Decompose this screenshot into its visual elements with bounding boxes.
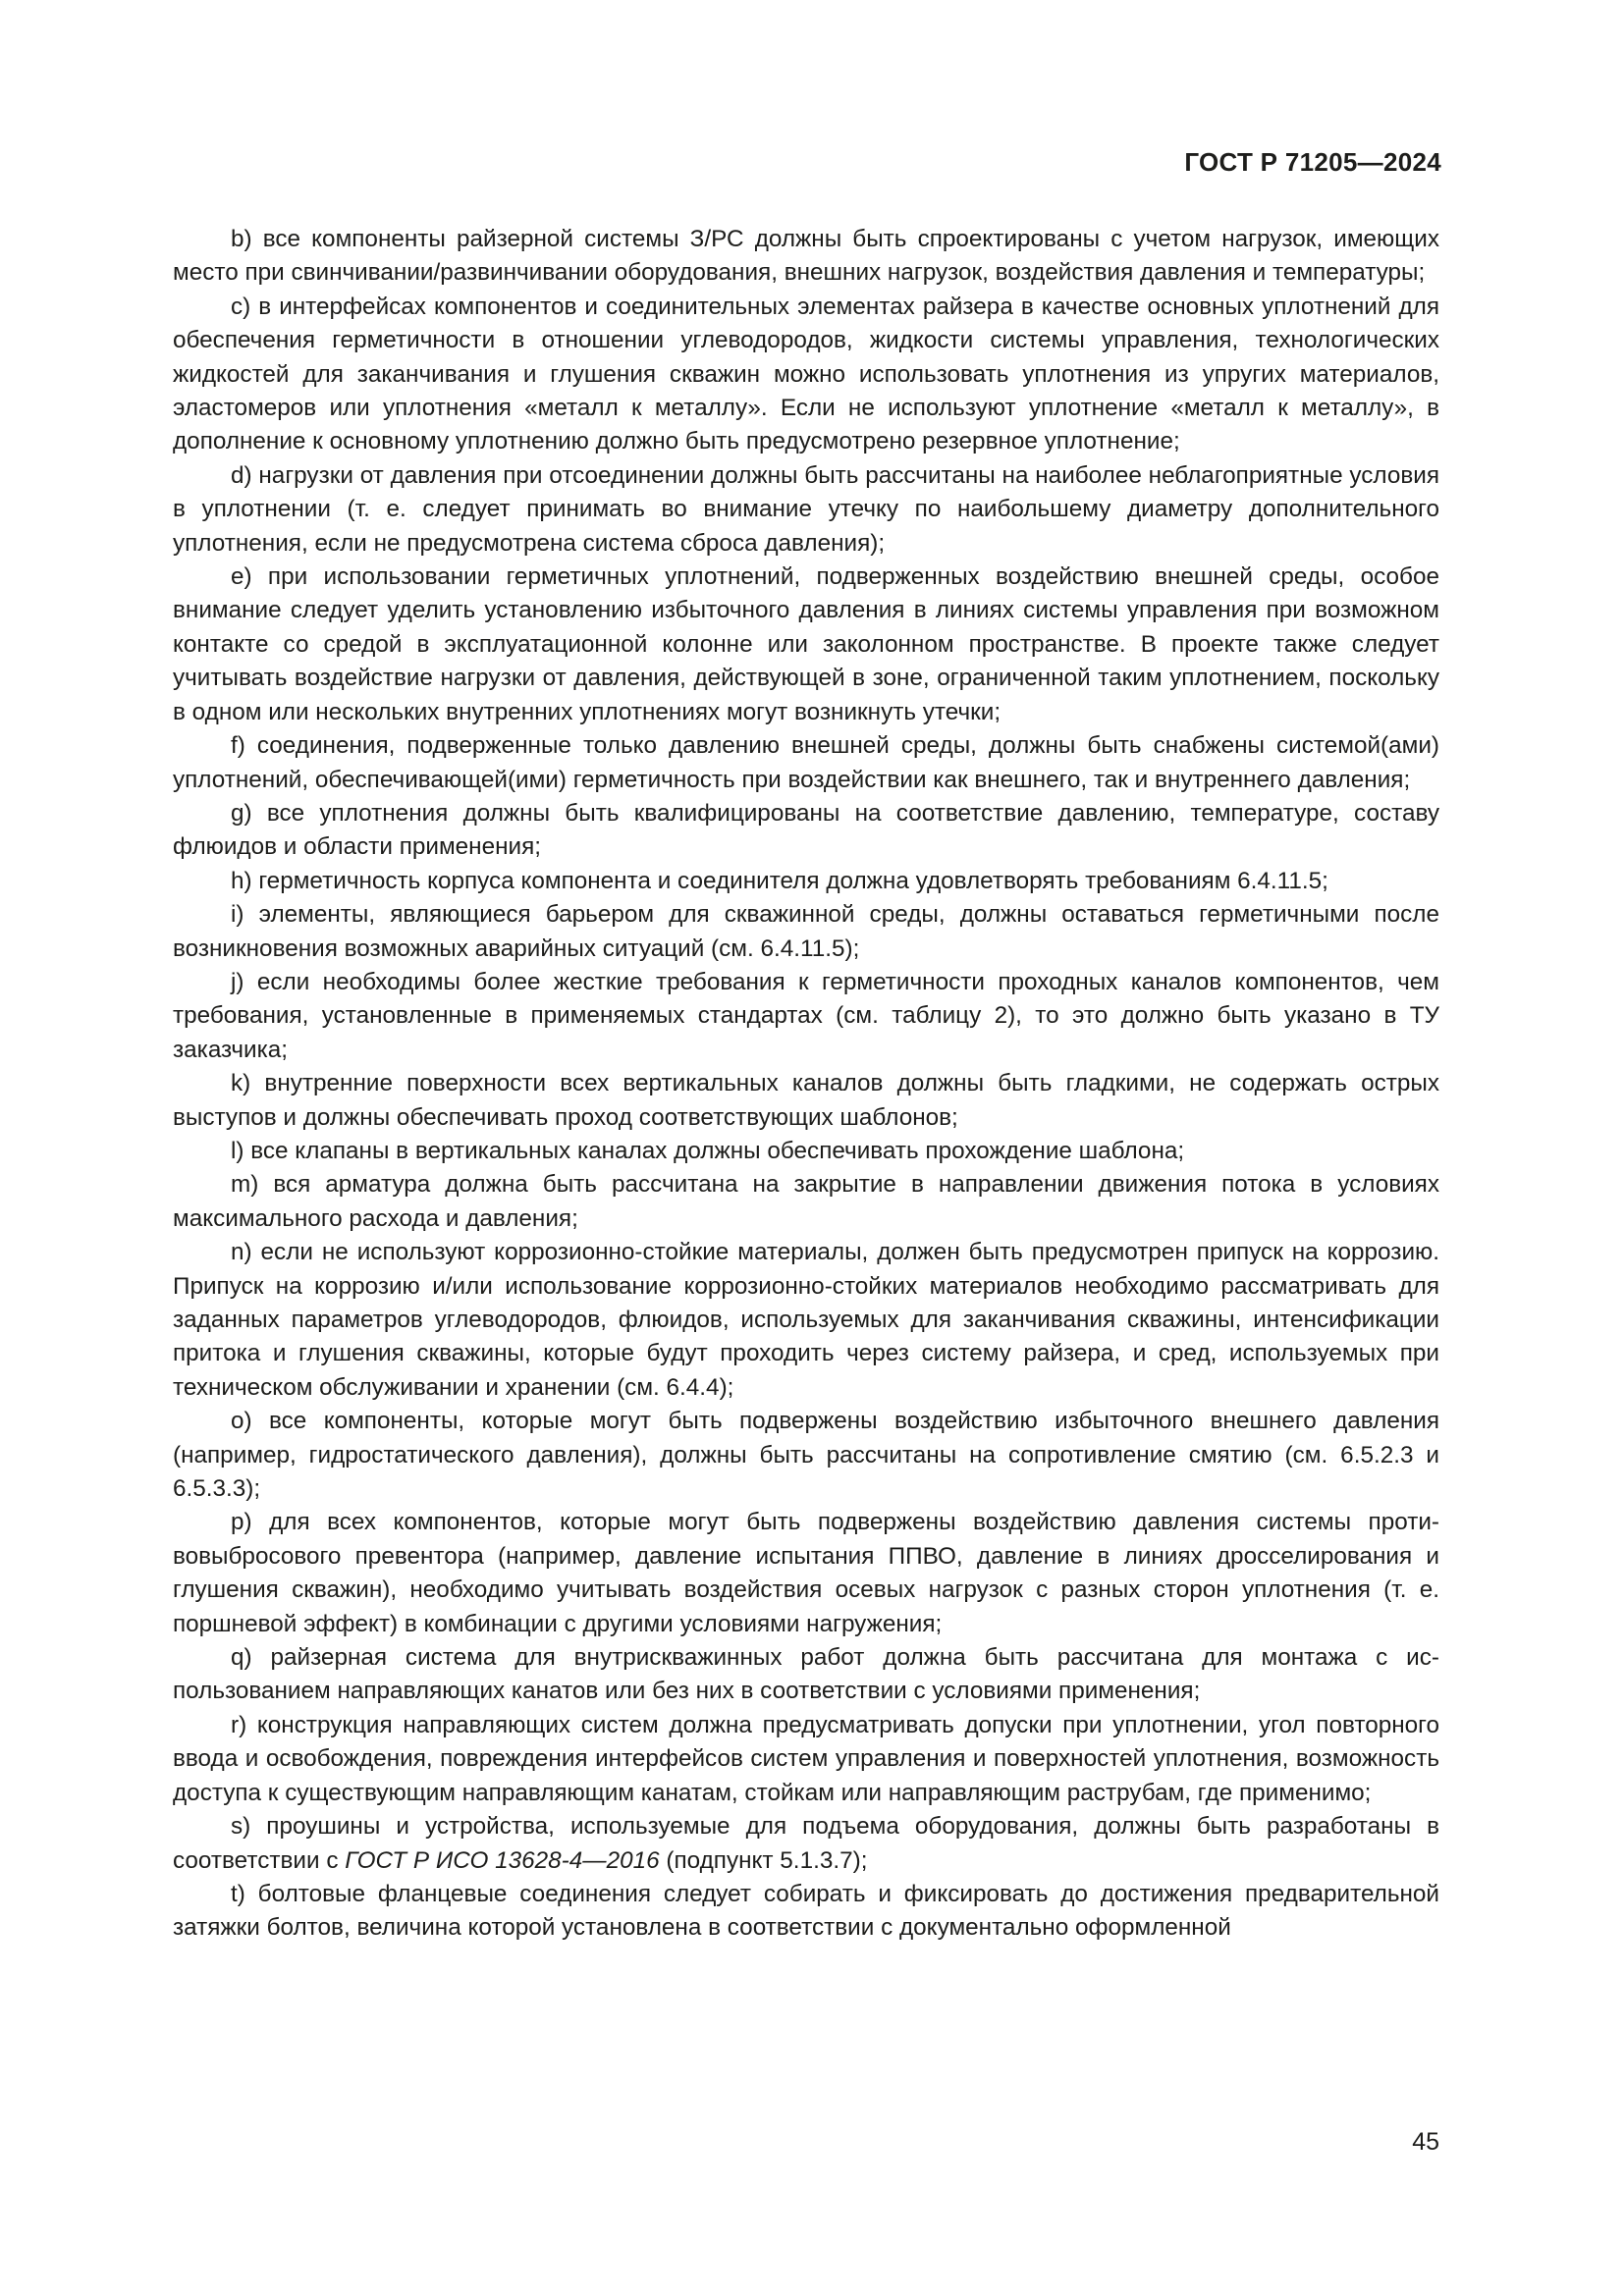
paragraph-t: t) болтовые фланцевые соединения следует собирать и фиксировать до достижения предварительной затяжки болтов, величина которой установлена в соответствии с документально оформленной <box>173 1880 1439 1942</box>
paragraph-s <box>173 1810 1439 1878</box>
paragraph-i: i) элементы, являющиеся барьером для скважинной среды, должны оставаться герметичными после возникновения возможных аварийных ситуаций (см. 6.4.11.5); <box>173 901 1439 962</box>
paragraph-d: d) нагрузки от давления при отсоединении должны быть рассчитаны на наиболее неблагоприятные условия в уплотнении (т. е. следует принимать во внимание утечку по наибольшему диаметру дополнительного уплотнения, если не предусмотрена система сброса давления); <box>173 461 1439 557</box>
paragraph-c: c) в интерфейсах компонентов и соединительных элементах райзера в качестве основных уплотнений для обеспечения герметичности в отношении углеводородов, жидкости системы управления, технологических жидкостей для заканчивания и глушения скважин можно использовать уплотнения из упругих материалов, эластомеров или уплотнения «металл к металлу». Если не используют уплотнение «металл к металлу», в дополнение к основному уплотнению должно быть предусмотрено резервное уплотнение; <box>173 293 1439 455</box>
paragraph-f: f) соединения, подверженные только давлению внешней среды, должны быть снабжены системой(ами) уплотнений, обеспечивающей(ими) герметичность при воздействии как внешнего, так и внутреннего давления; <box>173 732 1439 793</box>
standard-designation: ГОСТ Р 71205—2024 <box>1184 147 1441 177</box>
paragraph-b: b) все компоненты райзерной системы З/РС должны быть спроектированы с учетом нагрузок, имеющих место при свинчивании/развинчивании оборудования, внешних нагрузок, воздействия давления и температуры; <box>173 226 1439 287</box>
paragraph-q: q) райзерная система для внутрискважинных работ должна быть рассчитана для монтажа с использованием направляющих канатов или без них в соответствии с условиями применения; <box>173 1644 1439 1705</box>
paragraph-p: p) для всех компонентов, которые могут быть подвержены воздействию давления системы противовыбросового превентора (например, давление испытания ППВО, давление в линиях дросселирования и глушения скважин), необходимо учитывать воздействия осевых нагрузок с разных сторон уплотнения (т. е. поршневой эффект) в комбинации с другими условиями нагружения; <box>173 1509 1439 1637</box>
paragraph-m: m) вся арматура должна быть рассчитана на закрытие в направлении движения потока в условиях максимального расхода и давления; <box>173 1171 1439 1232</box>
standard-reference: ГОСТ Р ИСО 13628-4—2016 <box>345 1846 660 1874</box>
paragraph-h: h) герметичность корпуса компонента и соединителя должна удовлетворять требованиям 6.4.11.5; <box>231 867 1328 894</box>
document-body <box>173 223 1439 1946</box>
paragraph-k: k) внутренние поверхности всех вертикальных каналов должны быть гладкими, не содержать острых выступов и должны обеспечивать проход соответствующих шаблонов; <box>173 1070 1439 1131</box>
paragraph-n: n) если не используют коррозионно-стойкие материалы, должен быть предусмотрен припуск на коррозию. Припуск на коррозию и/или использование коррозионно-стойких материалов необходимо рассматривать для заданных параметров углеводородов, флюидов, используемых для заканчивания скважины, интенсификации притока и глушения скважины, которые будут проходить через систему райзера, и сред, используемых при техническом обслуживании и хранении (см. 6.4.4); <box>173 1239 1439 1401</box>
paragraph-l: l) все клапаны в вертикальных каналах должны обеспечивать прохождение шаблона; <box>231 1137 1185 1164</box>
paragraph-r: r) конструкция направляющих систем должна предусматривать допуски при уплотнении, угол повторного ввода и освобождения, повреждения интерфейсов систем управления и поверхностей уплотнения, возможность доступа к существующим направляющим канатам, стойкам или направляющим раструбам, где применимо; <box>173 1711 1439 1806</box>
paragraph-s-text-before: s) проушины и устройства, используемые для подъема оборудования, должны быть разработаны в соответствии с <box>173 1813 1439 1874</box>
paragraph-o: o) все компоненты, которые могут быть подвержены воздействию избыточного внешнего давления (например, гидростатического давления), должны быть рассчитаны на сопротивление смятию (см. 6.5.2.3 и 6.5.3.3); <box>173 1408 1439 1503</box>
page-number: 45 <box>1412 2128 1439 2156</box>
paragraph-s-text-after: (подпункт 5.1.3.7); <box>659 1846 868 1874</box>
paragraph-e: e) при использовании герметичных уплотнений, подверженных воздействию внешней среды, особое внимание следует уделить установлению избыточного давления в линиях системы управления при возможном контакте со средой в эксплуатационной колонне или заколонном пространстве. В проекте также следует учитывать воздействие нагрузки от давления, действующей в зоне, ограниченной таким уплотнением, поскольку в одном или нескольких внутренних уплотнениях могут возникнуть утечки; <box>173 563 1439 725</box>
paragraph-g: g) все уплотнения должны быть квалифицированы на соответствие давлению, температуре, составу флюидов и области применения; <box>173 799 1439 861</box>
paragraph-j: j) если необходимы более жесткие требования к герметичности проходных каналов компонентов, чем требования, установленные в применяемых стандартах (см. таблицу 2), то это должно быть указано в ТУ заказчика; <box>173 968 1439 1063</box>
